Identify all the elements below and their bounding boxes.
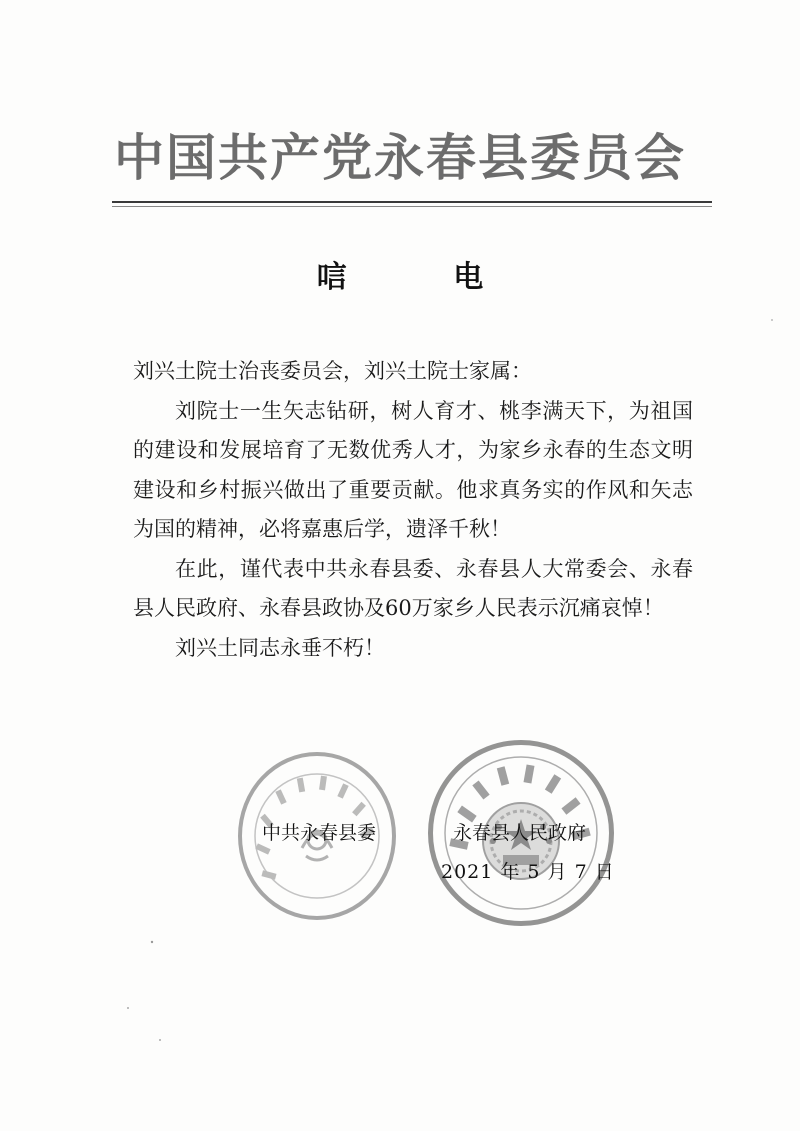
document-title: 唁 电 bbox=[316, 260, 532, 295]
paragraph-closing: 刘兴土同志永垂不朽！ bbox=[175, 635, 385, 660]
paragraph-tribute: 刘院士一生矢志钻研，树人育才、桃李满天下，为祖国的建设和发展培育了无数优秀人才，为家乡永春的生态文明建设和乡村振兴做出了重要贡献。他求真务实的作风和矢志为国的精神，必将嘉惠后学，遗泽千秋！ bbox=[133, 398, 693, 541]
paragraph-condolence: 在此，谨代表中共永春县委、永春县人大常委会、永春县人民政府、永春县政协及60万家乡人民表示沉痛哀悼！ bbox=[133, 556, 693, 620]
signature-county-committee: 中共永春县委 bbox=[262, 822, 377, 844]
signature-date: 2021 年 5 月 7 日 bbox=[441, 861, 615, 883]
letterhead-title: 中国共产党永春县委员会 bbox=[114, 129, 686, 187]
salutation: 刘兴土院士治丧委员会，刘兴土院士家属： bbox=[133, 359, 532, 383]
signature-county-government: 永春县人民政府 bbox=[453, 822, 587, 844]
